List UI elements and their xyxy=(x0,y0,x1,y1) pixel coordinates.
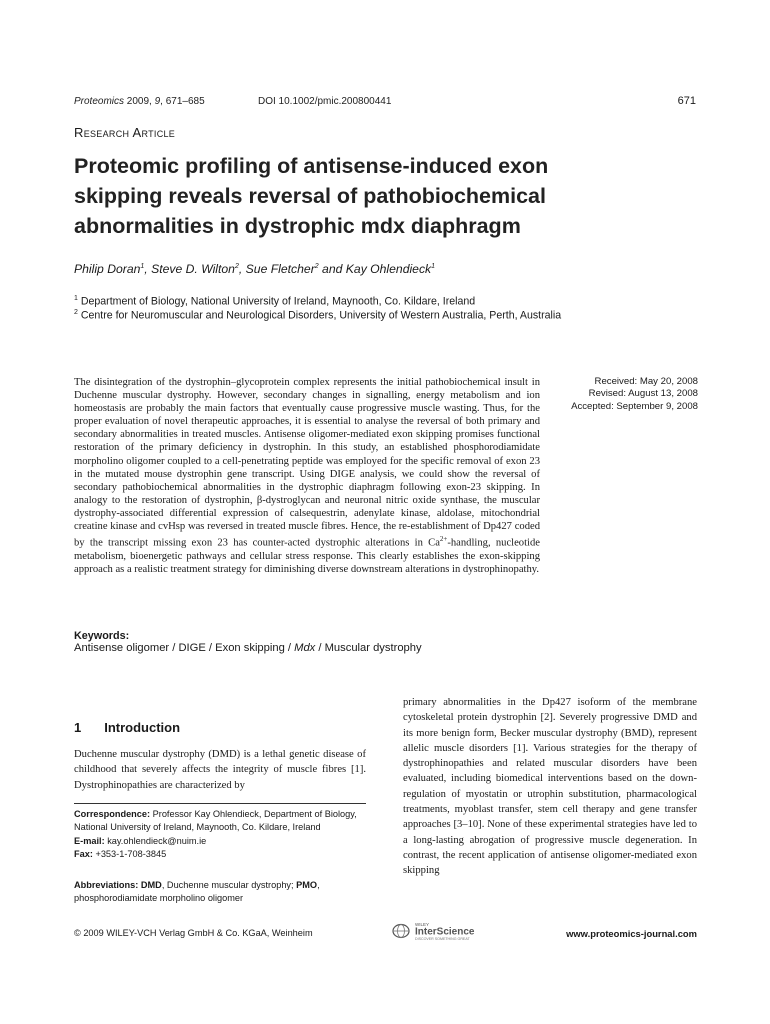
intro-paragraph-left: Duchenne muscular dystrophy (DMD) is a lethal genetic disease of childhood that severely affects the integrity of muscle fibres [1]. Dystrophinopathies are characterized by xyxy=(74,749,366,791)
section-heading xyxy=(74,720,180,735)
article-type: Research Article xyxy=(74,125,176,140)
abbreviations-label: Abbreviations: xyxy=(74,880,139,890)
journal-volume: 9 xyxy=(154,96,161,107)
author-separator: , xyxy=(238,262,246,276)
author-affiliation-mark: 1 xyxy=(140,262,145,270)
fax-label: Fax: xyxy=(74,848,93,859)
logo-small-text: WILEY xyxy=(415,922,430,927)
interscience-logo-graphic xyxy=(392,920,492,942)
affiliation-text: Centre for Neuromuscular and Neurological Disorders, University of Western Australia, Perth, Australia xyxy=(80,309,562,322)
keyword-italic: Mdx xyxy=(294,642,316,654)
footnote-divider xyxy=(74,803,366,804)
abbreviations-block xyxy=(74,879,366,906)
author-separator: and xyxy=(318,262,346,276)
journal-pages: , 671–685 xyxy=(160,96,205,107)
email-address[interactable]: kay.ohlendieck@nuim.ie xyxy=(104,835,207,846)
abstract-text-continued: -handling, nucleotide metabolism, bioenergetic pathways and cellular stress response. This clearly establishes the exon-skipping approach as a realistic treatment strategy for diminishing diverse downstream alterations in dystrophinopathy. xyxy=(74,537,540,575)
author-separator: , xyxy=(144,262,152,276)
affiliation-number: 1 xyxy=(74,295,78,302)
email-label: E-mail: xyxy=(74,835,105,846)
journal-year: 2009, xyxy=(124,96,155,107)
correspondence-text: Professor Kay Ohlendieck, Department of Biology, National University of Ireland, Maynooth, Co. Kildare, Ireland xyxy=(74,809,357,833)
accepted-date: Accepted: September 9, 2008 xyxy=(571,400,698,412)
keywords-heading: Keywords: xyxy=(74,630,130,642)
author-name: Kay Ohlendieck xyxy=(345,262,432,276)
copyright: © 2009 WILEY-VCH Verlag GmbH & Co. KGaA, Weinheim xyxy=(74,928,313,938)
abstract-text: The disintegration of the dystrophin–glycoprotein complex represents the initial pathobiochemical insult in Duchenne muscular dystrophy. However, secondary changes in signalling, energy metabolism and ion homeostasis are probably the main factors that eventually cause progressive muscle wasting. Thus, for the proper evaluation of novel therapeutic approaches, it is essential to analyse the reversal of both primary and secondary abnormalities in treated muscles. Antisense oligomer-mediated exon skipping promises functional restoration of the primary deficiency in dystrophin. In this study, an established phosphorodiamidate morpholino oligomer coupled to a cell-penetrating peptide was employed for the specific removal of exon 23 in the mutated mouse dystrophin gene transcript. Using DIGE analysis, we could show the reversal of secondary pathobiochemical abnormalities in the dystrophic diaphragm following exon-23 skipping. In analogy to the restoration of dystrophin, β-dystroglycan and neuronal nitric oxide synthase, the muscular dystrophy-associated differential expression of calsequestrin, adenylate kinase, aldolase, mitochondrial creatine kinase and cvHsp was reversed in treated muscle fibres. Hence, the re-establishment of Dp427 coded by the transcript missing exon 23 has counter-acted dystrophic alterations in Ca xyxy=(74,377,540,549)
keywords-text: Antisense oligomer / DIGE / Exon skipping / xyxy=(74,642,295,654)
affiliation-number: 2 xyxy=(74,309,78,316)
journal-name: Proteomics xyxy=(74,96,125,107)
doi[interactable]: DOI 10.1002/pmic.200800441 xyxy=(258,96,392,107)
paper-title: Proteomic profiling of antisense-induced exon skipping reveals reversal of pathobiochemical abnormalities in dystrophic mdx diaphragm xyxy=(74,154,549,238)
journal-citation xyxy=(74,96,205,107)
keywords-list xyxy=(74,642,422,654)
section-title: Introduction xyxy=(104,720,181,735)
logo-text: InterScience xyxy=(415,926,475,938)
section-number: 1 xyxy=(74,720,82,735)
correspondence-label: Correspondence: xyxy=(74,809,151,819)
author-name: Steve D. Wilton xyxy=(151,262,235,276)
abbreviation-definition: , Duchenne muscular dystrophy; xyxy=(161,880,297,890)
abbreviation-term: PMO xyxy=(296,880,318,890)
author-affiliation-mark: 1 xyxy=(431,262,436,270)
correspondence-block xyxy=(74,808,366,861)
abbreviation-term: DMD xyxy=(140,880,162,890)
author-name: Philip Doran xyxy=(74,262,141,276)
author-affiliation-mark: 2 xyxy=(234,262,239,270)
journal-website-link[interactable]: www.proteomics-journal.com xyxy=(566,928,697,939)
author-name: Sue Fletcher xyxy=(245,262,315,276)
author-list xyxy=(74,262,435,276)
author-affiliation-mark: 2 xyxy=(314,262,319,270)
submission-dates xyxy=(500,376,698,413)
affiliation xyxy=(74,306,574,323)
affiliation-text: Department of Biology, National University of Ireland, Maynooth, Co. Kildare, Ireland xyxy=(80,295,476,308)
page-number: 671 xyxy=(677,95,696,107)
abbreviation-definition: , phosphorodiamidate morpholino oligomer xyxy=(74,880,320,904)
keywords-text-end: / Muscular dystrophy xyxy=(315,642,422,654)
logo-tagline: DISCOVER SOMETHING GREAT xyxy=(415,937,470,941)
abstract xyxy=(74,376,540,576)
intro-paragraph-right: primary abnormalities in the Dp427 isoform of the membrane cytoskeletal protein dystrophin [2]. Severely progressive DMD and its more benign form, Becker muscular dystrophy (BMD), represent allelic muscle disorders [1]. Various strategies for the therapy of dystrophinopathies and related muscular disorders have been evaluated, including biomedical interventions based on the down-regulation of myostatin or utrophin substitution, pharmacological treatments, myoblast transfer, stem cell therapy and gene transfer approaches [3–10]. None of these experimental strategies have led to a long-lasting abrogation of progressive muscle degeneration. In contrast, the recent application of antisense oligomer-mediated exon skipping xyxy=(403,697,697,877)
fax-number: +353-1-708-3845 xyxy=(92,848,167,859)
interscience-logo xyxy=(392,920,492,942)
abstract-superscript: 2+ xyxy=(439,535,448,544)
revised-date: Revised: August 13, 2008 xyxy=(588,388,698,400)
received-date: Received: May 20, 2008 xyxy=(594,376,698,387)
